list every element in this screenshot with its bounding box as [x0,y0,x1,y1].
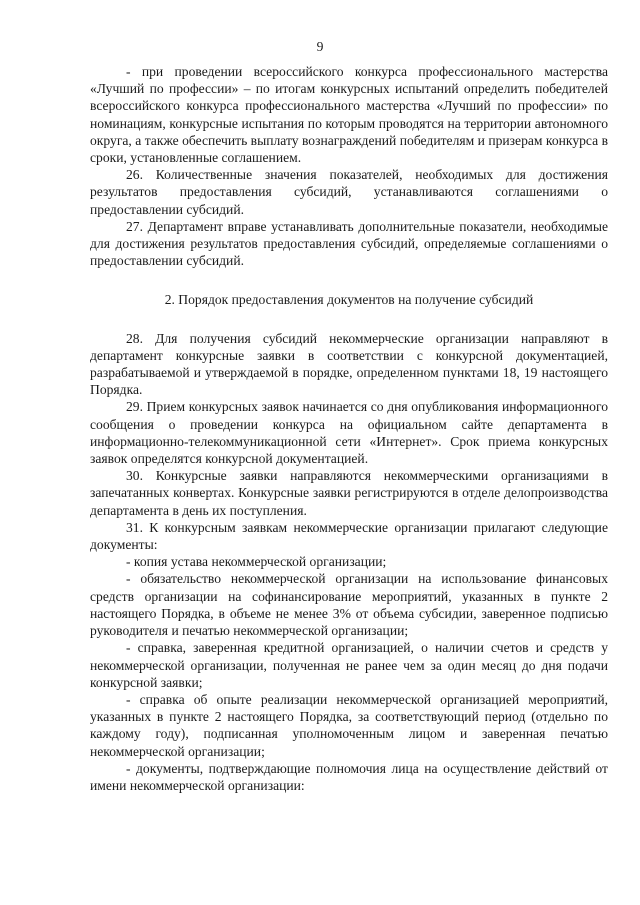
list-item-experience-certificate: - справка об опыте реализации некоммерческой организацией мероприятий, указанных в пункте 2 настоящего Порядка, за соответствующий период (отдельно по каждому году), подписанная уполномоченным лицом и заверенная печатью некоммерческой организации; [90,691,608,759]
paragraph-30: 30. Конкурсные заявки направляются некоммерческими организациями в запечатанных конвертах. Конкурсные заявки регистрируются в отделе делопроизводства департамента в день их поступления. [90,468,608,518]
list-item-charter-copy: - копия устава некоммерческой организации; [126,554,387,570]
page-number: 9 [316,39,324,54]
paragraph-28: 28. Для получения субсидий некоммерческие организации направляют в департамент конкурсные заявки в соответствии с конкурсной документацией, разрабатываемой и утверждаемой в порядке, определенном пунктами 18, 19 настоящего Порядка. [90,330,608,398]
paragraph-29: 29. Прием конкурсных заявок начинается со дня опубликования информационного сообщения о проведении конкурса на официальном сайте департамента в информационно-телекоммуникационной сети «Интернет». Срок приема конкурсных заявок определятся конкурсной документацией. [90,399,608,467]
list-item-cofinancing-obligation: - обязательство некоммерческой организации на использование финансовых средств организации на софинансирование мероприятий, указанных в пункте 2 настоящего Порядка, в объеме не менее 3% от объема субсидии, заверенное подписью руководителя и печатью некоммерческой организации; [90,571,608,639]
section-heading: 2. Порядок предоставления документов на получение субсидий [164,292,534,308]
list-item-contest-obligation: - при проведении всероссийского конкурса профессионального мастерства «Лучший по профессии» – по итогам конкурсных испытаний определить победителей всероссийского конкурса профессионального мастерства «Лучший по профессии» по номинациям, конкурсные испытания по которым проводятся на территории автономного округа, а также обеспечить выплату вознаграждений победителям и призерам конкурса в сроки, установленные соглашением. [90,64,608,166]
paragraph-27: 27. Департамент вправе устанавливать дополнительные показатели, необходимые для достижения результатов предоставления субсидий, определяемые соглашениями о предоставлении субсидий. [90,218,608,269]
paragraph-31: 31. К конкурсным заявкам некоммерческие организации прилагают следующие документы: [90,519,608,553]
paragraph-26: 26. Количественные значения показателей, необходимых для достижения результатов предоставления субсидий, устанавливаются соглашениями о предоставлении субсидий. [90,167,608,217]
list-item-authority-documents: - документы, подтверждающие полномочия лица на осуществление действий от имени некоммерческой организации: [90,760,608,793]
document-body [90,63,608,794]
list-item-bank-certificate: - справка, заверенная кредитной организацией, о наличии счетов и средств у некоммерческой организации, полученная не ранее чем за один месяц до дня подачи конкурсной заявки; [90,640,608,690]
